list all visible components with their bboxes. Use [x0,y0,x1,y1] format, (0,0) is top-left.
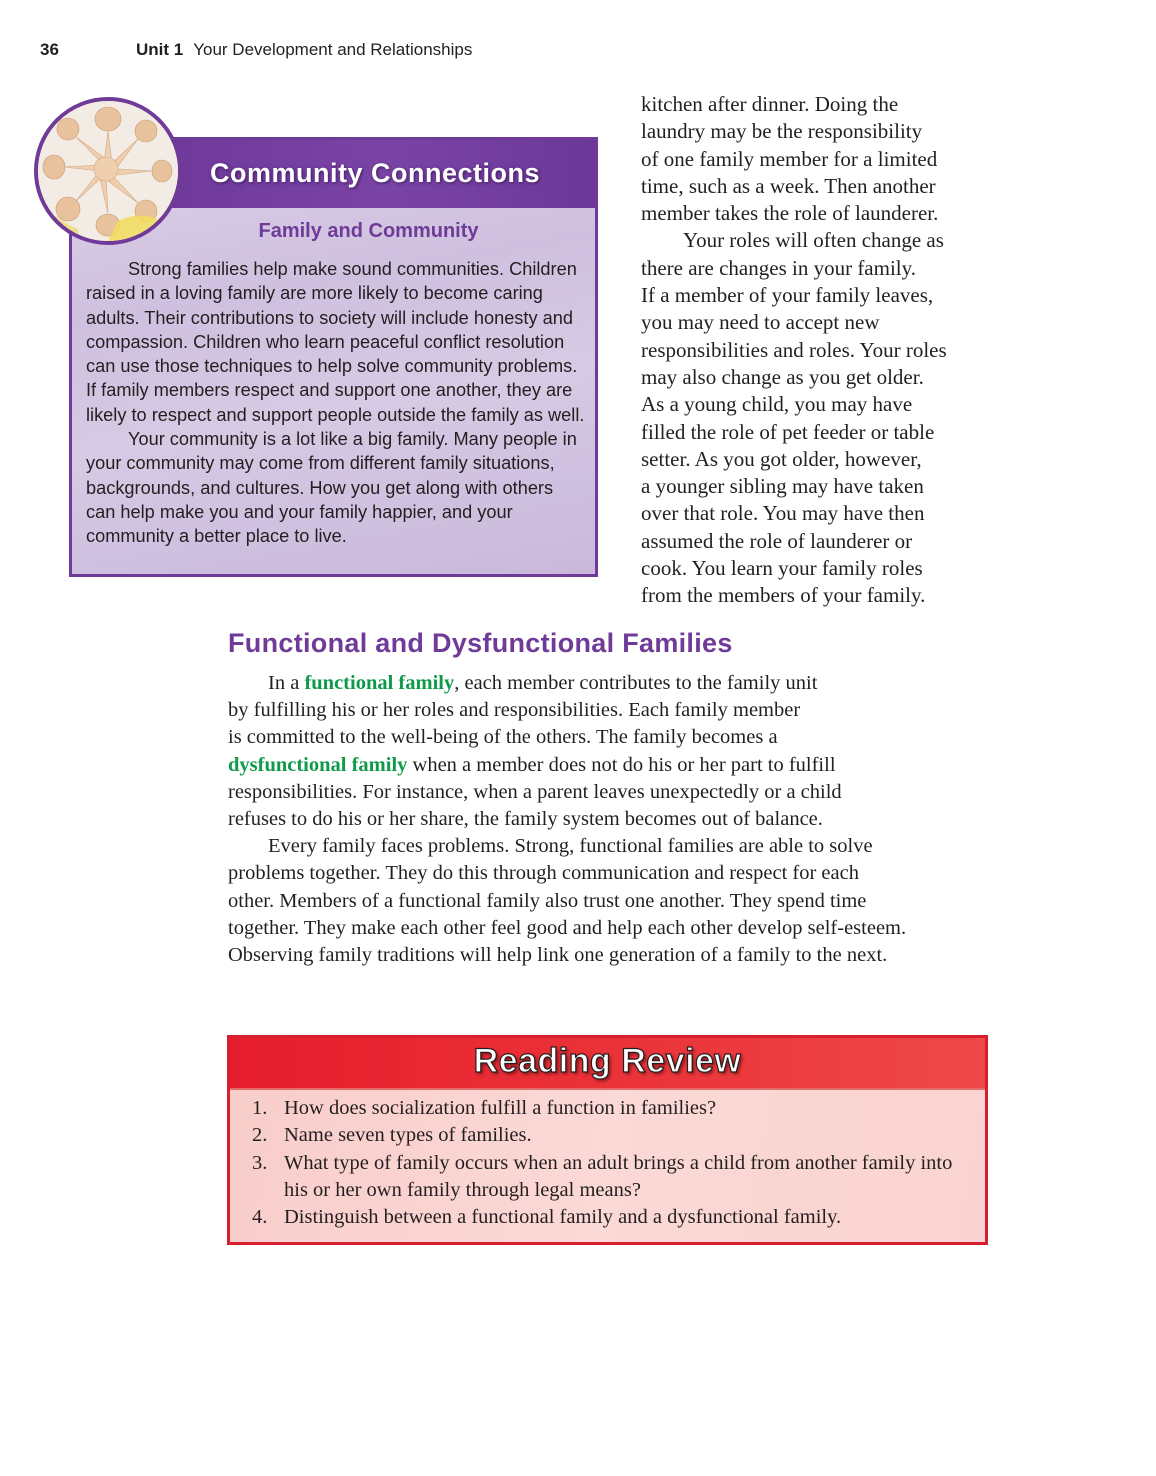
hands-together-illustration-icon [38,101,178,241]
text-line: filled the role of pet feeder or table [641,419,935,444]
text-line: member takes the role of launderer. [641,201,939,226]
text-line: other. Members of a functional family also trust one another. They spend time [228,889,867,912]
text-line: by fulfilling his or her roles and responsibilities. Each family member [228,699,801,722]
community-connections-title: Community Connections [210,158,541,188]
text-line: setter. As you got older, however, [641,446,922,471]
text-line [228,752,998,779]
review-question [252,1122,975,1149]
key-term-functional-family: functional family [304,672,455,694]
text-line: time, such as a week. Then another [641,173,936,198]
text-line: kitchen after dinner. Doing the [641,92,899,116]
text-line: a younger sibling may have taken [641,474,924,499]
running-head [40,40,472,60]
question-number: 4. [252,1206,268,1229]
text-line: is committed to the well-being of the others. The family becomes a [228,726,778,749]
text-line: As a young child, you may have [641,392,913,417]
question-text: Name seven types of families. [284,1124,532,1147]
text: when a member does not do his or her part to fulfill [407,753,836,776]
paragraph [641,227,1001,609]
text-line: you may need to accept new [641,310,880,335]
group-hands-photo [34,97,182,245]
text-line: over that role. You may have then [641,501,925,526]
right-column-text [641,91,1001,610]
review-question [252,1095,975,1122]
text-line: responsibilities. For instance, when a parent leaves unexpectedly or a child [228,780,842,803]
unit-label: Unit 1 [136,40,184,59]
question-number: 2. [252,1124,268,1147]
paragraph [641,91,1001,227]
review-question [252,1204,975,1231]
question-text: How does socialization fulfill a function in families? [284,1097,717,1119]
text-line: of one family member for a limited [641,146,938,171]
text-line: assumed the role of launderer or [641,528,913,553]
question-text: What type of family occurs when an adult brings a child from another family into his or her own family through legal means? [284,1151,953,1201]
feature-paragraph: Your community is a lot like a big family. Many people in your community may come from different family situations, backgrounds, and cultures. How you get along with others can help make you and your family happier, and your community a better place to live. [86,429,577,547]
text-line: together. They make each other feel good and help each other develop self-esteem. [228,916,907,939]
text-line [228,670,998,697]
reading-review-header [230,1038,985,1090]
text-line: may also change as you get older. [641,364,924,389]
review-questions [252,1095,975,1231]
text-line: cook. You learn your family roles [641,556,923,581]
section-heading: Functional and Dysfunctional Families [228,628,733,658]
page-number: 36 [40,40,59,59]
text-line: Every family faces problems. Strong, functional families are able to solve [268,835,873,858]
text: , each member contributes to the family unit [454,672,818,694]
text-line: Observing family traditions will help link one generation of a family to the next. [228,944,888,967]
reading-review-box [227,1035,988,1245]
text-line: problems together. They do this through communication and respect for each [228,862,859,885]
text-line: If a member of your family leaves, [641,283,934,308]
text-line: laundry may be the responsibility [641,119,923,144]
question-number: 3. [252,1151,268,1174]
reading-review-title: Reading Review [473,1042,742,1080]
feature-body [86,257,585,549]
key-term-dysfunctional-family: dysfunctional family [228,753,408,776]
text-line: Your roles will often change as [683,228,944,253]
review-question [252,1150,975,1205]
question-number: 1. [252,1097,268,1119]
text: In a [268,672,305,694]
text-line: from the members of your family. [641,583,926,608]
question-text: Distinguish between a functional family and a dysfunctional family. [284,1206,842,1229]
unit-title: Your Development and Relationships [193,40,473,59]
text-line: refuses to do his or her share, the family system becomes out of balance. [228,808,823,831]
feature-paragraph: Strong families help make sound communities. Children raised in a loving family are more likely to become caring adults. Their contributions to society will include honesty and compassion. Children who learn peaceful conflict resolution can use those techniques to help solve community problems. If family members respect and support one another, they are likely to respect and support people outside the family as well. [86,259,585,425]
text-line: responsibilities and roles. Your roles [641,337,947,362]
section-body [228,670,998,969]
text-line: there are changes in your family. [641,255,917,280]
feature-subtitle: Family and Community [258,220,479,242]
